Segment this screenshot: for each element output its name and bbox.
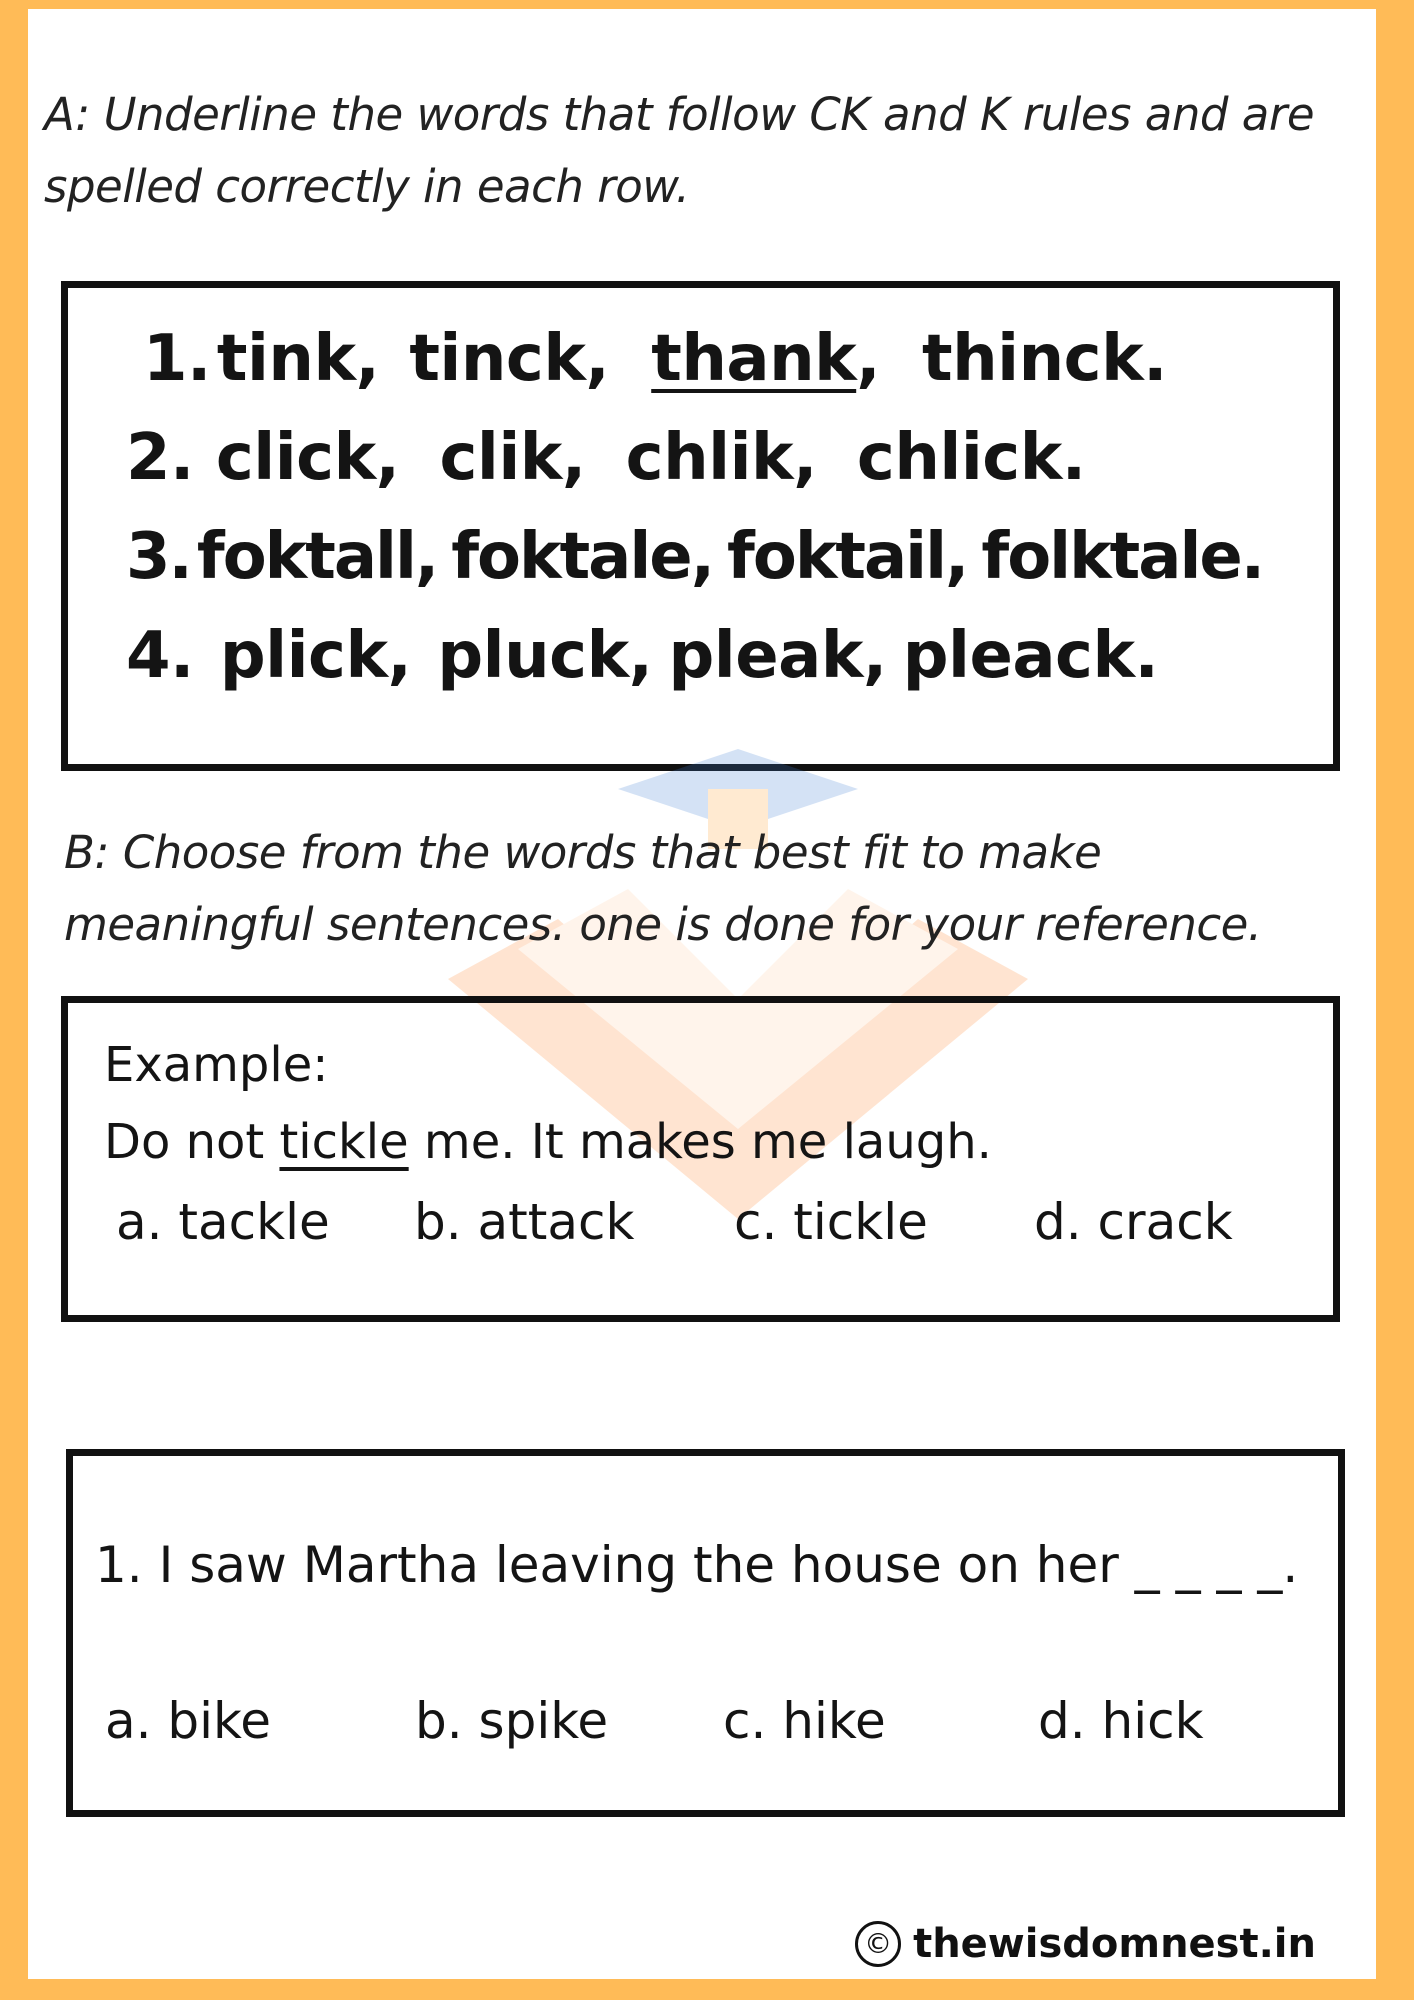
section-a-box — [61, 281, 1340, 771]
example-label: Example: — [104, 1037, 329, 1093]
word-option[interactable]: thinck. — [922, 322, 1167, 396]
row-number: 2. — [126, 421, 194, 495]
word-option[interactable]: foktale, — [451, 520, 713, 594]
word-option-underlined[interactable]: thank — [651, 322, 857, 396]
copyright-icon: © — [855, 1921, 901, 1967]
question-1-option-c[interactable]: c. hike — [723, 1692, 886, 1750]
section-b-instruction — [64, 817, 1262, 961]
footer-site[interactable]: thewisdomnest.in — [913, 1921, 1316, 1967]
question-1-option-a[interactable]: a. bike — [105, 1692, 271, 1750]
word-option[interactable]: clik, — [439, 421, 586, 495]
word-option[interactable]: plick, — [219, 619, 412, 693]
example-sentence-start: Do not — [104, 1114, 280, 1170]
section-a-instruction-line1: A: Underline the words that follow CK and K rules and are — [44, 88, 1315, 141]
section-a-instruction-line2: spelled correctly in each row. — [44, 160, 690, 213]
example-answer-underlined: tickle — [279, 1114, 409, 1170]
word-option[interactable]: folktale. — [981, 520, 1264, 594]
row-number: 1. — [143, 322, 211, 396]
question-1-option-b[interactable]: b. spike — [415, 1692, 609, 1750]
word-option[interactable]: pleack. — [902, 619, 1159, 693]
example-option-b[interactable]: b. attack — [414, 1193, 635, 1251]
word-option[interactable]: pluck, — [437, 619, 653, 693]
example-option-a[interactable]: a. tackle — [116, 1193, 330, 1251]
example-box — [61, 996, 1340, 1322]
example-sentence — [104, 1114, 992, 1170]
question-1-option-d[interactable]: d. hick — [1038, 1692, 1204, 1750]
word-option[interactable]: tink, — [216, 322, 380, 396]
question-1-sentence: 1. I saw Martha leaving the house on her _ _ _ _. — [95, 1536, 1299, 1594]
word-option[interactable]: foktail, — [727, 520, 968, 594]
section-b-instruction-line1: B: Choose from the words that best fit to make — [64, 826, 1102, 879]
word-option[interactable]: pleak, — [668, 619, 887, 693]
row-4 — [126, 619, 1158, 693]
word-option[interactable]: click, — [215, 421, 400, 495]
word-option[interactable]: chlik, — [625, 421, 817, 495]
word-option[interactable]: foktall, — [196, 520, 438, 594]
word-option[interactable]: tinck, — [409, 322, 610, 396]
question-1-box — [66, 1449, 1345, 1817]
word-comma: , — [856, 322, 880, 396]
row-number: 4. — [126, 619, 194, 693]
example-option-c[interactable]: c. tickle — [734, 1193, 928, 1251]
row-1 — [143, 322, 1167, 396]
row-2 — [126, 421, 1086, 495]
row-number: 3. — [126, 520, 191, 594]
example-option-d[interactable]: d. crack — [1034, 1193, 1233, 1251]
row-3 — [126, 520, 1263, 594]
example-sentence-end: me. It makes me laugh. — [408, 1114, 992, 1170]
section-a-instruction — [44, 79, 1314, 223]
footer-credit — [855, 1921, 1316, 1967]
section-b-instruction-line2: meaningful sentences. one is done for your reference. — [64, 898, 1262, 951]
worksheet-page — [28, 9, 1376, 1979]
word-option[interactable]: chlick. — [856, 421, 1086, 495]
